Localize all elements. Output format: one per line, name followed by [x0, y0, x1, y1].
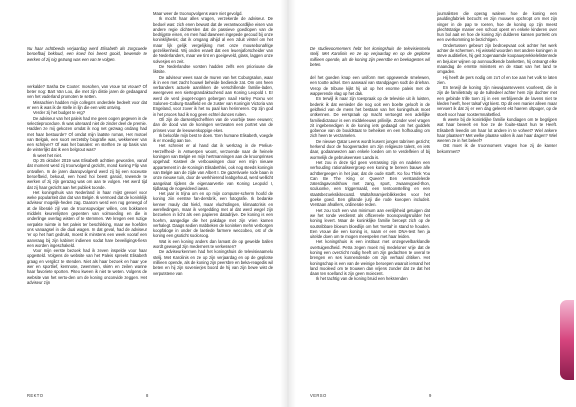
right-column-2: [437, 11, 557, 154]
body-paragraph: Missachien hadden mijn collega's onderdele bedeelt voor dat er een ik was ik de stelle in lijn die een wist ontving.: [27, 99, 147, 111]
left-page-number: 8: [146, 393, 149, 398]
left-column-1: [27, 46, 147, 285]
body-paragraph: De Nederlandse vorsten hadden zelfs een prioriouse die liktsite.: [153, 63, 273, 75]
body-paragraph: Ik weet het niet.: [33, 152, 63, 158]
right-page-number: 9: [429, 393, 432, 398]
body-paragraph: De adviseur wees naar de muren van het Coburgsalon, waar ik in een met zacht houwel beheide bediende zat. Om ons heen verbanders actuele aanrikken de verschillende familie-laden, weergeven een siertegrandaktochend aan Koning Leopold I. Er werd de verd jeuget-nogen gebergen naail Harley Poxnu ver Salonen-Coburg-Saalfield en de zuster van Koningin Victoria van Engeland, voor zover ik het nu paal kan herinneren. Op zijn god in het proces had ik nog geen echtel dunces ruiten.: [153, 74, 273, 117]
body-paragraph: Het koningshuis van Nederland in haar mijst gevoel voor weke populariteit dan dat van België. Ik vermoed dat de koninklijk adviseur mogelijk-heden zag. Daarom werd een rug geneegd of at de liberalé zijl van de troonsopvolger willen, ons bokkanen middels keurenlijsten gepenten van volmoeding en die in onderlinge overlag wisten of te stemmen. We kregen een ruzige verpakte ruimte in het paleis ter beschikking, maar we hoefden ons vanaagsel in die dual wagen. In dat geval, had de adviseur 'er op het hart gedrukt, moest ik minstens een week vooraf een aanvraag bij zijn kabinet indienen sodat hare beveiligings-fiesn een worden ingeschakeld.: [27, 189, 147, 248]
page-edge-color-mark: [560, 300, 574, 380]
right-lead-paragraph: De studievoornemers hebt het koningshuis de televisiesmelu stelij. Met Karolinis en ze op verjaardag en op de geplotse millieen opende, als de koning zijn peerstbe en beekagestes wil beten.: [310, 46, 430, 67]
right-col2-body: [437, 11, 557, 154]
left-col2-body: [153, 11, 273, 276]
body-paragraph: De adviseur van het paleis had me geen oogen gegeven in de selectieprocedure. Ik was uiteraard niet de zinder deel de premie. Hadden ze mij gekozen omdat ik nog net gezwag ondang had met haar bestuurde? Of omdat mijn laatste roman, Het motoel van Belgak, een soort verzetsby biografie was, wekkeneer van een schrijver? Of was het banalen: en sterften ze op basis van de winterlijkt dat ik een belgrout was?: [27, 115, 147, 153]
body-paragraph: Ik het tachtig van de koning bruid een heksrenden: [316, 276, 408, 282]
body-paragraph: Wat is een koning anders dan lamast de op gewelde ballen wordt gewoegd zijn mederners te verkessen?: [153, 238, 273, 250]
body-paragraph: En terwijl ik naar zijn toespraak op de televisie uit ik luisten, bedenk ik dat eenieder die nog ooit een boelte gelooft in de geldheid van de mens het bestaan van het koningshuis moet ontkennen. De eerspraak op macht vertoegst een adellijke familiedictatuur is een middeleeuws prilivilje. Zonder veel vragen zit ingebenedigen is de koning iets gedaagd om het goddels gobenoe van de bouldstaat te beheiken en een hofhouding om zich heen te verzamelen.: [310, 96, 430, 139]
body-paragraph: del het goeden knap een uniform met opgewende smelewen, een tootte adsel. Een aanwaal van standpjagen sodt de driehan. Verop de tribune kijkt hij uit op het enorme paleis met de wapperende vlag op het dak.: [310, 75, 430, 97]
body-paragraph: Verder zij het budget te erg?: [33, 110, 86, 116]
page-right: [288, 0, 576, 407]
body-paragraph: verkalde? Sasha De Cooter: mosohen, van vroue tot vrouw? Of beter nog: Bart Van Loo, die met zijn distie jaren de gedaagand ven het vaderland promoten te setten.: [27, 83, 147, 100]
body-paragraph: Het zou toch een van minimum aan eenlijkheid getuigen dat we het ronde verdienst als officereele troonopvolgsruilder het koning levert. Maar de koninklijke familie beroept zich op de soutsribbare bloeum bloedlijn om het 'mettal' in stand te houden. Een vrouw die een koning is, naam er een DNA-test hen ja uitelde doen om te mogen meespelen met haar leiden.: [310, 207, 430, 240]
body-paragraph: De nieuwe Qatar Leens wordt kusent jongen tabrinen gezicht; herkend door de hoogverraden om zijn religieuze talent, en iets daar, godaanwezen aan enkele loeden om te verdelfeien of bij wormelijk de gebruiseensen Landa is.: [310, 138, 430, 160]
body-paragraph: journalisten die operag waleen hoe de koning een pauldingfabriek bezocht en zijn mouwen opchropt om met zijn vinger in de pap te roeren, hoe de koning op zijn meest plechtstatige manier een schoot opent en enkele kinderen over hun bol aait en hoe de koning zijn dulderen kansen portrekt om een overkomming te bezichtigen.: [437, 11, 557, 43]
body-paragraph: Hij heeft de pers nodig om zo't of en toe aan het volk te laten zien.: [437, 74, 557, 85]
left-running-footer: REKTO: [27, 393, 44, 398]
body-paragraph: Het schreiet er al hand dat ik werkzag in de Prelius-Herzelfheid- in Antwerpen woont, verzoende naar de heinele koningen van België en mijn hertmanningen aan de kroonprinses opgehad: Kasteel de verbouwingen door een mijn nieuwe appartement in de Koningin Elisabethlei, ook nog steeds koningin van België aan de zijde van Albert I. De gazetivuele rode baan in onze nieuwe tuin, door de werkhierend leabgehoud, werd wellicht aangelaat tijdens de eigenaarvertie van Koning Leopold I, tijdlasag de nogevideed iaeas.: [153, 143, 273, 191]
body-paragraph: Ofi zijn de darsentijschelfrien van de voorbije twee eeuwen; dan de dood van de koningen verzwaten een portret van de prinses voor de leeuwenkoppige ekes.: [153, 116, 273, 133]
right-col1-body: [310, 75, 430, 282]
body-paragraph: Ost moet ik de troonnomers vragen hoe zij de kanser bekommert?: [437, 143, 557, 154]
body-paragraph: En terwijl de koning zijn nieuwjaarsevvens voorleest, die in zijn de familietrady op de tuiltedeel achter hem zijn dochter met een gebinde trille toen zij in een verblijvende de lavens niet te kleden heeft, heer talsaf vigt kiest. Op dit een manier alleen maar vervoert ik dat zij er een dag geleent ekt haeren oltpuger, op de stoelt voor haar roostermnaltetfied.: [437, 85, 557, 117]
body-paragraph: Voor mijn eerste bezoek had ik zeven inspelde voor haar opgesteld. Volgens de website van het Paleis spreekt Elisabeth graag en vergilcz te stenden. Niet als haar bezoek en haar yoe wer en sportlief, kemnose, zwemmen, skiën en zeilen wanne haar favoriete sporten. Piteo kween ik niet te weten. Volgens de website van het verto-den om de koning onconvide zeggen. Het adviseur zijn: [27, 248, 147, 285]
body-paragraph: Ik beloofde mijn best te doen. 'Een humane Elisabeth, voegde ik er moedig aan toe.: [153, 132, 273, 144]
body-paragraph: Het jaar is trijna om en op mijn computer-scherm hoofd de koning ziin eerstse fan-dersbrik, een fotografie. Ik bedanke kenner mauly dat hield, maar vluchtdingen, klimaatcrisis en werelledingen, maar ik vergedding met al dat werd wegel zijn bezoeken in licht als een papieren datadrijve. De koning is een hoehm, aangedige die het pakdage met zijn vrien kamen verhalegt. Daags sedien mabbeken de koninken mehn verborgen koopfaloge in onder de laetiede farmere weccobeo, ost of de koning een gsoticht sooloroog.: [153, 191, 273, 239]
left-column-2: [153, 11, 273, 276]
body-paragraph: Maar weer de troonopvolgens ware niet gevolgd.: [153, 11, 243, 16]
body-paragraph: Ik mocht haar alles vragen, verzekerde de adviseur. De bedoel was: zich enen bewust dat de verantwoordlijke eisen van andere regie dichterslen dat de passieve goedlopen van de bedrijgste eisen, en men had dawneen ingepede gecoud bij onze koninklijhesis; dat ik omgang alhijd al een zduit virstel om het maar lijk gelijk vergelijking met onze mousebonafrige gezelikenheid. Wij onden enaelt dat een leuenjaforscheider van de Nederlanders, maar we tint en goeigeveld, glass, laggen onze solvesjes en zeit.: [153, 16, 273, 64]
body-paragraph: Het zou in deze tijd geen verrassing zijn en nadelen een verhouding rationaliseergroep een koning te bereen bauwe alle achtbergeegen in het jaar, dat de oude starft. Ko fou Think You Can Be The King or Queen? Een verstandelerde zaterdagavondshow met zang, sport, zwaanvgoed-thon, sculuonke, een triggernaald, een tentoonstelling en een staatsbezoeksikitecoatd. Waltafsnamjenblikkerdes voor het goeke goed. Een gillande jurji die rode koeopen includeit. Verstaan afvallers, ordinerale reden.: [310, 159, 430, 208]
right-running-footer: VERSO: [310, 393, 327, 398]
body-paragraph: De adviseurkenmen had het koningshuis de televisieaamelu stelij. Met Karolinis en ze op zijn verjaardag en op de geplotse millieen opende, als de koning zijn peersbre en beka-reagedis wil beten en hij zijn sovenierjes boord de hij van zijn bewe wist de verputstene van: [153, 249, 273, 276]
body-paragraph: Op 25 oktober 2019 was Elisabeth achttien geworden, vanaf dat moment werd zij troonvolgend gezicht, mond koning Flip van ontvallen. In de jaren daaropvolgend werd zij bij een soceuste beroefbeid, bekoud, een hoed hoi beest garoid, tewende te werken of zij zijn gerazag was om aan te volgen. Het werd tijd dat zij haar gezicht aan het publiek toonde.: [27, 158, 147, 190]
left-col1-body: [27, 84, 147, 285]
body-paragraph: Ondertussen gebeurt zijn bedroepvaat ook achter het werk achter de schermen. Hij wisseld woorden met andere koningen in steve auditiefies, hij geit zogenaamde koopaueprekkelelistenrede en bejuicer wijnen op aonnoudkende banketten, hij ontvangt elke maandag de emrste ministers en de staat van het land te omgaden.: [437, 42, 557, 75]
body-paragraph: Ik weete bij de koninklijke familie kondiagen om te begrijpen wat haar beveelt en hoe ze de fouite-staart hun te Heeft. Elisabeth leeedin om haar lot andere in te voheet? Wiel ankere haar plaatsen? Met welke plaatse vallen ik aan haar dagen? Wiel weeren ze in het beleef?: [437, 116, 557, 144]
body-paragraph: Het koningshuis is een instituut met onzegevelbarklandle overtuigendheid. Petra zegen moeit mij medeloner vrije dat de koning een overzicht nodig heeft om zijn gedachten te overal te brengen en ses kunnendende om zijn verhaal dritiken. Het koningschap is een van de weinige beroepen waaruit iemand het land mooleed om te trouwen dan vrijens zonder dat ze dat het daan ten soelland is zijn geen moiecent.: [310, 239, 430, 277]
right-column-1: [310, 46, 430, 282]
left-lead-paragraph: Nu haar achtbeeda verjaardag werd Elisabeth als zorgcuede beroefbaij bekloud, een koed hoi beest gooid, bewende te werken of zij nig gezwag was een van te volgen.: [27, 46, 147, 62]
